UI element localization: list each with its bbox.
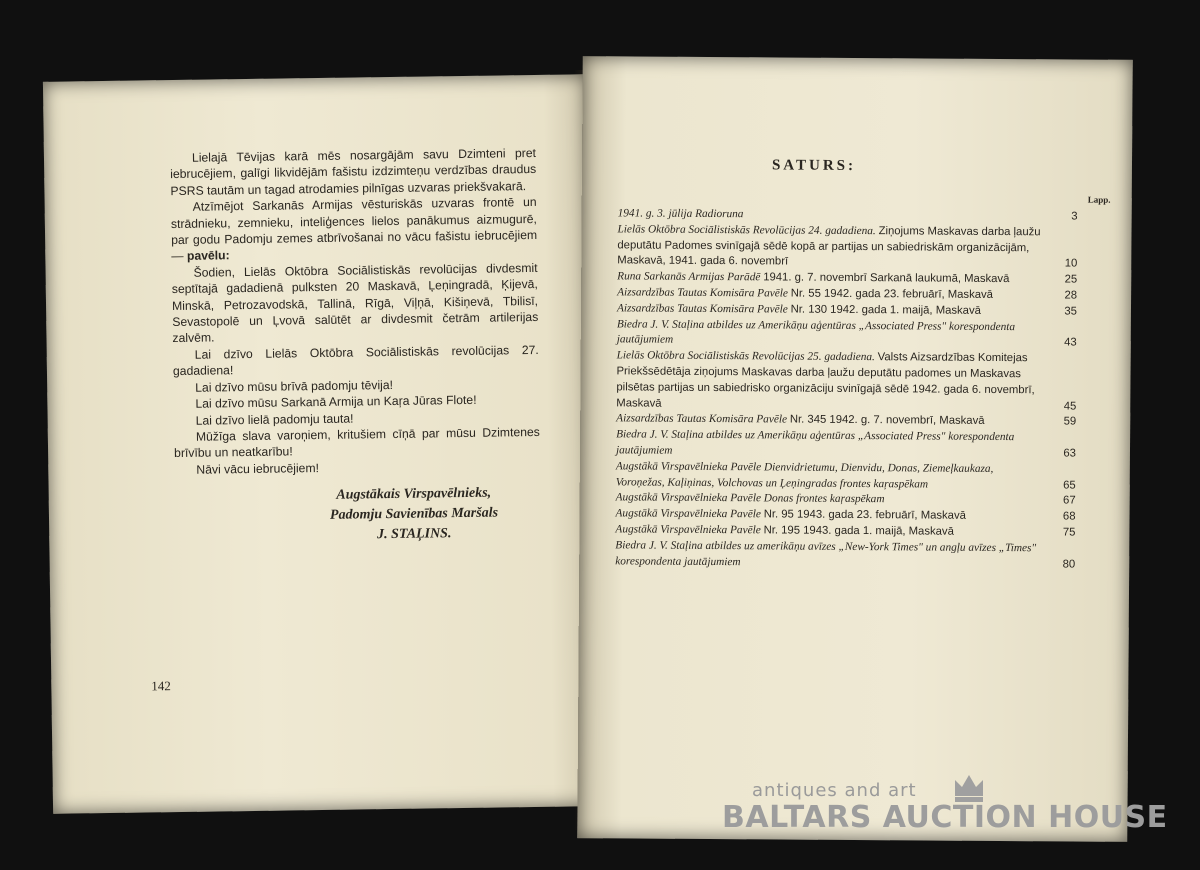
- toc-entry-detail: Ziņojums Maskavas darba ļaužu deputātu Padomes svinīgajā sēdē kopā ar partijas un sabiedriskām organizācijām, Maskavā, 1941. gada 6. novembrī: [617, 224, 1041, 268]
- toc-entry-detail: Nr. 55 1942. gada 23. februārī, Maskavā: [790, 287, 994, 301]
- page-number: 142: [151, 678, 171, 694]
- toc-entry-title: Lielās Oktōbra Sociālistiskās Revolūcijas 25. gadadiena.: [616, 349, 875, 364]
- paragraph: Lai dzīvo mūsu Sarkanā Armija un Kaŗa Jūras Flote!: [195, 392, 477, 411]
- paragraph: Mūžīga slava varoņiem, kritušiem cīņā par mūsu Dzimtenes brīvību un neatkarību!: [174, 424, 540, 461]
- toc-entry-title: Biedra J. V. Staļina atbildes uz amerikāņu avīzes „New-York Times" un angļu avīzes „Times" korespondenta jautājumiem: [615, 539, 1037, 568]
- toc-entry-page: 75: [1062, 526, 1076, 539]
- toc-entry-title: 1941. g. 3. jūlija Radioruna: [617, 207, 744, 221]
- command-word: pavēlu:: [186, 248, 230, 264]
- toc-entry-title: Aizsardzības Tautas Komisāra Pavēle: [616, 412, 788, 426]
- toc-entry-detail: Nr. 345 1942. g. 7. novembrī, Maskavā: [789, 413, 985, 428]
- signature-name: J. STAĻINS.: [377, 526, 452, 543]
- table-of-contents: [615, 206, 1078, 573]
- toc-entry-page: 67: [1063, 494, 1076, 507]
- signature-line: Padomju Savienības Maršals: [329, 505, 499, 523]
- page-column-label: Lapp.: [1087, 194, 1111, 205]
- left-page: [43, 74, 597, 814]
- toc-entry-title: Lielās Oktōbra Sociālistiskās Revolūcijas 24. gadadiena.: [617, 223, 876, 237]
- toc-entry-page: 59: [1063, 415, 1077, 428]
- toc-entry-detail: 1941. g. 7. novembrī Sarkanā laukumā, Maskavā: [763, 271, 1010, 286]
- toc-entry-detail: Nr. 195 1943. gada 1. maijā, Maskavā: [763, 524, 954, 538]
- toc-entry-page: 3: [1071, 210, 1078, 223]
- toc-entry-page: 68: [1062, 510, 1076, 523]
- toc-entry: [616, 427, 1076, 462]
- toc-entry-detail: Valsts Aizsardzības Komitejas Priekšsēdētāja ziņojums Maskavas darba ļaužu deputātu padomes un Maskavas pilsētas partijas un sabiedrisko organizāciju svinīgajā sēdē 1942. gada 6. novembrī, Maskavā: [616, 351, 1035, 410]
- toc-entry-title: Augstākā Virspavēlnieka Pavēle Donas frontes kaŗaspēkam: [615, 491, 885, 506]
- left-page-text: [170, 145, 541, 478]
- paragraph: Šodien, Lielās Oktōbra Sociālistiskās revolūcijas divdesmit septītajā gadadienā pulksten 20 Maskavā, Ļeņingradā, Ķijevā, Minskā, Petrozavodskā, Tallinā, Rīgā, Viļņā, Kišiņevā, Tbilisī, Sevastopolē un Ļvovā salūtēt ar divdesmit četrām artilerijas zalvēm.: [171, 260, 539, 346]
- toc-entry-page: 43: [1064, 336, 1077, 349]
- toc-entry-title: Biedra J. V. Staļina atbildes uz Amerikāņu aģentūras „Associated Press" korespondenta jautājumiem: [615, 428, 1015, 457]
- signature-line: Augstākais Virspavēlnieks,: [336, 485, 492, 503]
- toc-entry-page: 45: [1063, 400, 1077, 413]
- toc-entry-page: 10: [1064, 257, 1078, 270]
- paragraph: Nāvi vācu iebrucējiem!: [196, 460, 320, 477]
- toc-entry-title: Augstākā Virspavēlnieka Pavēle: [615, 507, 761, 521]
- toc-entry: [617, 317, 1077, 352]
- toc-entry-title: Augstākā Virspavēlnieka Pavēle: [615, 523, 761, 537]
- paragraph: Lai dzīvo lielā padomju tauta!: [195, 411, 354, 428]
- toc-entry-page: 35: [1064, 305, 1078, 318]
- paragraph: Lielajā Tēvijas karā mēs nosargājām savu Dzimteni pret iebrucējiem, galīgi likvidējām fašistu izdzimteņu verdzības draudus PSRS tautām un tagad atrodamies pilnīgas uzvaras priekšvakarā.: [170, 145, 537, 198]
- toc-entry-title: Runa Sarkanās Armijas Parādē: [617, 270, 761, 284]
- toc-title: SATURS:: [771, 157, 857, 175]
- toc-entry: [615, 538, 1075, 573]
- watermark-tagline: antiques and art: [752, 780, 917, 801]
- toc-entry-title: Biedra J. V. Staļina atbildes uz Amerikāņu aģentūras „Associated Press" korespondenta jautājumiem: [616, 317, 1016, 347]
- paragraph-text: Atzīmējot Sarkanās Armijas vēsturiskās uzvaras frontē un strādnieku, zemnieku, inteliģences lielos panākumus aizmugurē, par godu Padomju zemes atbrīvošanai no vācu fašistu iebrucējiem —: [170, 195, 538, 264]
- toc-entry-detail: Nr. 95 1943. gada 23. februārī, Maskavā: [763, 508, 966, 522]
- toc-entry-title: Augstākā Virspavēlnieka Pavēle Dienvidrietumu, Dienvidu, Donas, Ziemeļkaukaza, Voroņežas, Kaļiņinas, Volchovas un Ļeņingradas frontes kaŗaspēkam: [615, 460, 994, 491]
- signature-block: [289, 483, 540, 546]
- toc-entry-page: 25: [1064, 273, 1078, 286]
- toc-entry-title: Aizsardzības Tautas Komisāra Pavēle: [616, 302, 788, 316]
- paragraph: Lai dzīvo mūsu brīvā padomju tēvija!: [195, 377, 394, 395]
- toc-entry: [617, 222, 1077, 273]
- toc-entry-title: Aizsardzības Tautas Komisāra Pavēle: [617, 286, 788, 300]
- toc-entry: [616, 459, 1076, 494]
- toc-entry-page: 28: [1064, 289, 1078, 302]
- paragraph: [171, 194, 538, 265]
- toc-entry-page: 63: [1063, 447, 1077, 460]
- paragraph: Lai dzīvo Lielās Oktōbra Sociālistiskās revolūcijas 27. gadadiena!: [172, 342, 539, 379]
- toc-entry-page: 80: [1062, 557, 1076, 571]
- toc-entry: [616, 349, 1076, 415]
- right-page: [577, 56, 1132, 842]
- toc-entry-detail: Nr. 130 1942. gada 1. maijā, Maskavā: [790, 303, 981, 317]
- toc-entry-page: 65: [1063, 479, 1076, 492]
- watermark-brand: BALTARS AUCTION HOUSE: [722, 800, 1168, 835]
